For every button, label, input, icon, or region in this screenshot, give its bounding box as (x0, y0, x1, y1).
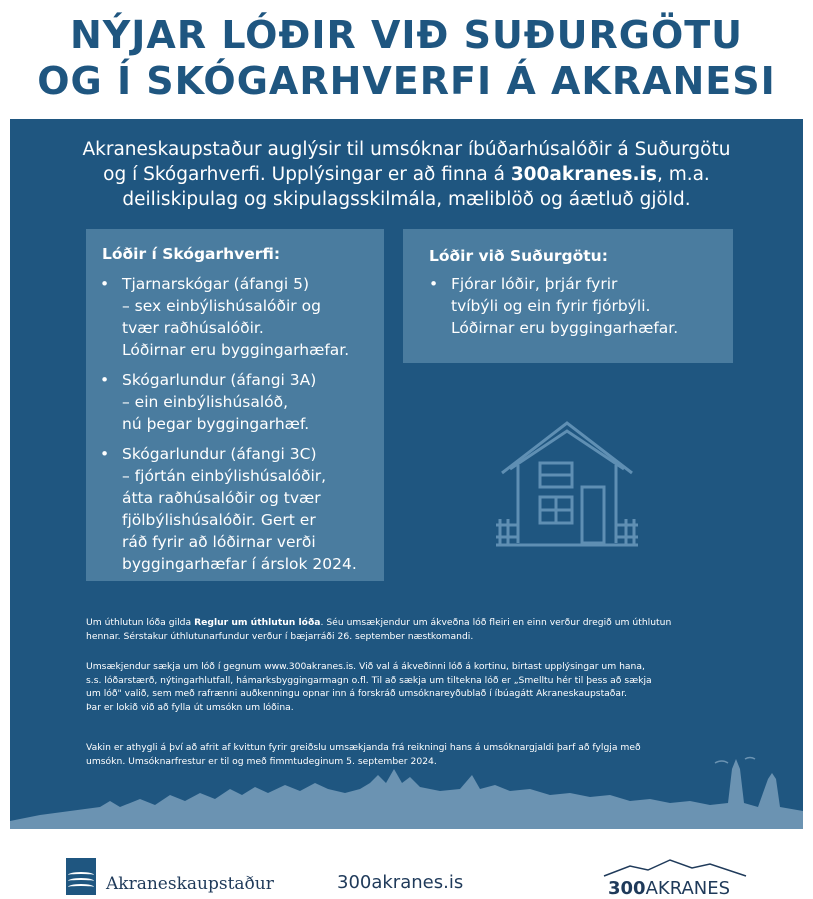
list-item (100, 273, 380, 361)
item-line: byggingarhæfar í árslok 2024. (122, 555, 357, 573)
item-line: Skógarlundur (áfangi 3A) (122, 371, 317, 389)
bullet: • (100, 445, 110, 463)
house-icon (492, 413, 642, 553)
akraneskaupstadur-logo (66, 858, 296, 895)
item-line: tvíbýli og ein fyrir fjórbýli. (451, 297, 651, 315)
town-skyline-illustration (10, 749, 803, 829)
item-line: – ein einbýlishúsalóð, (122, 393, 289, 411)
crest-wave (68, 884, 94, 890)
intro-line-1: Akraneskaupstaður auglýsir til umsóknar íbúðarhúsalóðir á Suðurgötu (82, 139, 731, 160)
town-crest-icon (66, 858, 96, 895)
item-line: fjölbýlishúsalóðir. Gert er (122, 511, 316, 529)
list-item (100, 369, 380, 435)
bullet: • (100, 275, 110, 293)
skogarhverfi-list (100, 273, 380, 583)
item-line: Lóðirnar eru byggingarhæfar. (451, 319, 679, 337)
item-line: átta raðhúsalóðir og tvær (122, 489, 321, 507)
item-line: tvær raðhúsalóðir. (122, 319, 264, 337)
main-panel (10, 119, 803, 829)
notice-p2-line1: Umsækjendur sækja um lóð í gegnum www.300akranes.is. Við val á ákveðinni lóð á kortinu, birtast upplýsingar um hana, (86, 661, 645, 672)
notice-paragraph-2 (86, 660, 746, 714)
item-line: ráð fyrir að lóðirnar verði (122, 533, 316, 551)
list-item (429, 273, 729, 339)
notice-p2-line4: Þar er lokið við að fylla út umsókn um lóðina. (86, 701, 294, 713)
org-name: Akraneskaupstaður (106, 874, 274, 894)
300akranes-logo (600, 856, 750, 899)
footer-website[interactable]: 300akranes.is (337, 872, 464, 893)
bullet: • (429, 275, 439, 293)
skogarhverfi-title: Lóðir í Skógarhverfi: (102, 245, 281, 263)
title-line-2: OG Í SKÓGARHVERFI Á AKRANESI (37, 59, 776, 103)
list-item (100, 443, 380, 575)
notice-p1-pre: Um úthlutun lóða gilda (86, 617, 195, 628)
item-line: – fjórtán einbýlishúsalóðir, (122, 467, 327, 485)
notice-p2-line2: s.s. lóðarstærð, nýtingarhlutfall, hámarksbyggingarmagn o.fl. Til að sækja um tiltekna lóð er „Smelltu hér til þess að sækja (86, 674, 652, 686)
rules-link[interactable]: Reglur um úthlutun lóða (194, 617, 321, 628)
notice-p2-line3: um lóð" valið, sem með rafrænni auðkenningu opnar inn á forskráð umsóknareyðublað í íbúagátt Akraneskaupstaðar. (86, 688, 627, 699)
notice-paragraph-1 (86, 616, 746, 643)
skogarhverfi-box (86, 229, 384, 581)
notice-p1-post: . Séu umsækjendur um ákveðna lóð fleiri en einn verður dregið um úthlutun (320, 617, 672, 628)
sudurgata-list (429, 273, 729, 347)
brand-wordmark (608, 878, 730, 899)
website-link[interactable]: 300akranes.is (510, 164, 657, 185)
item-line: Tjarnarskógar (áfangi 5) (122, 275, 309, 293)
title-line-1: NÝJAR LÓÐIR VIÐ SUÐURGÖTU (69, 13, 744, 57)
item-line: – sex einbýlishúsalóðir og (122, 297, 321, 315)
intro-text (50, 137, 763, 212)
notice-p3-line1: Vakin er athygli á því að afrit af kvittun fyrir greiðslu umsækjanda frá reikningi hans á umsóknargjaldi þarf að fylgja með (86, 742, 641, 753)
brand-bold: 300 (608, 878, 646, 899)
sudurgata-box (403, 229, 733, 363)
bullet: • (100, 371, 110, 389)
brand-rest: AKRANES (645, 878, 731, 899)
intro-line-2 (50, 162, 763, 187)
notice-p1-line2: hennar. Sérstakur úthlutunarfundur verður í bæjarráði 26. september næstkomandi. (86, 630, 474, 642)
item-line: nú þegar byggingarhæf. (122, 415, 310, 433)
notice-p1-line1 (86, 616, 746, 630)
sudurgata-title: Lóðir við Suðurgötu: (429, 247, 608, 265)
intro-line-2-post: , m.a. (656, 164, 710, 185)
intro-line-3: deiliskipulag og skipulagsskilmála, mæliblöð og áætluð gjöld. (122, 189, 691, 210)
mountain-icon (600, 856, 750, 878)
item-line: Skógarlundur (áfangi 3C) (122, 445, 317, 463)
item-line: Fjórar lóðir, þrjár fyrir (451, 275, 618, 293)
notice-p3-line2: umsókn. Umsóknarfrestur er til og með fimmtudeginum 5. september 2024. (86, 755, 437, 767)
intro-line-2-pre: og í Skógarhverfi. Upplýsingar er að finna á (103, 164, 511, 185)
item-line: Lóðirnar eru byggingarhæfar. (122, 341, 350, 359)
